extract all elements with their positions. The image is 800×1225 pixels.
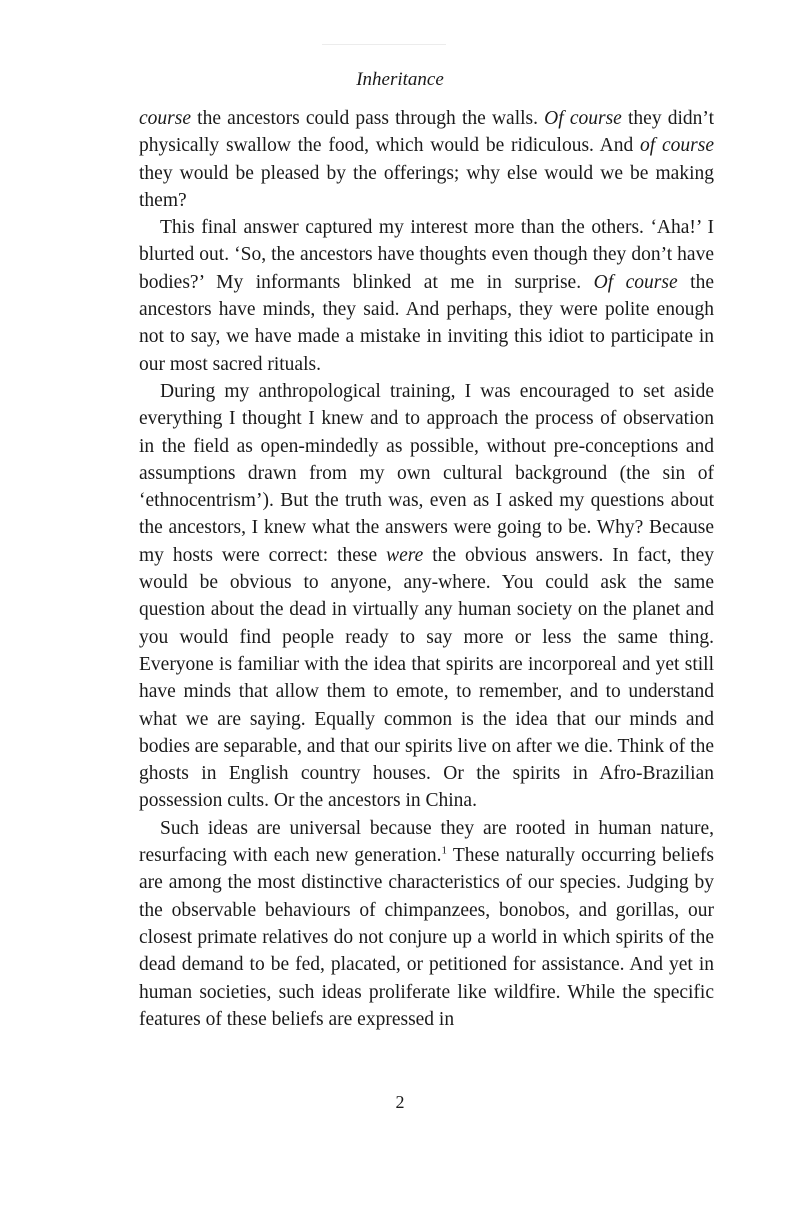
text-run: the ancestors could pass through the walls.: [191, 108, 545, 129]
emphasis: course: [139, 108, 191, 129]
running-head: Inheritance: [356, 69, 444, 90]
text-run: Such ideas are universal because they are rooted in human nature, resurfacing with each new generation.: [139, 817, 714, 867]
paragraph-3: [139, 378, 714, 815]
text-run: the ancestors have minds, they said. And perhaps, they were polite enough not to say, we have made a mistake in inviting this idiot to participate in our most sacred rituals.: [139, 271, 714, 375]
text-run: These naturally occurring beliefs are among the most distinctive characteristics of our species. Judging by the observable behaviours of chimpanzees, bonobos, and gorillas, our closest primate relatives do not conjure up a world in which spirits of the dead demand to be fed, placated, or petitioned for assistance. And yet in human societies, such ideas proliferate like wildfire. While the specific features of these beliefs are expressed in: [139, 845, 714, 1030]
emphasis: Of course: [593, 271, 678, 293]
text-run: the obvious answers. In fact, they would be obvious to anyone, any-where. You could ask the same question about the dead in virtually any human society on the planet and you would find people ready to say more or less the same thing. Everyone is familiar with the idea that spirits are incorporeal and yet still have minds that allow them to emote, to remember, and to understand what we are saying. Equally common is the idea that our minds and bodies are separable, and that our spirits live on after we die. Think of the ghosts in English country houses. Or the spirits in Afro-Brazilian possession cults. Or the ancestors in China.: [139, 544, 714, 812]
text-run: they would be pleased by the offerings; why else would we be making them?: [139, 162, 714, 211]
paragraph-1: [139, 105, 714, 214]
emphasis: Of course: [544, 108, 622, 129]
text-run: During my anthropological training, I was encouraged to set aside everything I thought I knew and to approach the process of observation in the field as open-mindedly as possible, without pre-conceptions and assumptions drawn from my own cultural background (the sin of ‘ethnocentrism’). But the truth was, even as I asked my questions about the ancestors, I knew what the answers were going to be. Why? Because my hosts were correct: these: [139, 380, 714, 566]
body-text: [139, 105, 714, 1033]
emphasis: were: [386, 544, 424, 566]
page-number: 2: [395, 1092, 405, 1112]
footnote-marker[interactable]: 1: [441, 844, 448, 857]
text-run: This final answer captured my interest more than the others. ‘Aha!’ I blurted out. ‘So, the ancestors have thoughts even though they don’t have bodies?’ My informants blinked at me in surprise.: [139, 217, 714, 293]
paragraph-4: [139, 815, 714, 1033]
text-run: they didn’t physically swallow the food, which would be ridiculous. And: [139, 108, 714, 157]
paragraph-2: [139, 214, 714, 378]
top-divider: [322, 44, 446, 45]
emphasis: of course: [640, 135, 714, 157]
